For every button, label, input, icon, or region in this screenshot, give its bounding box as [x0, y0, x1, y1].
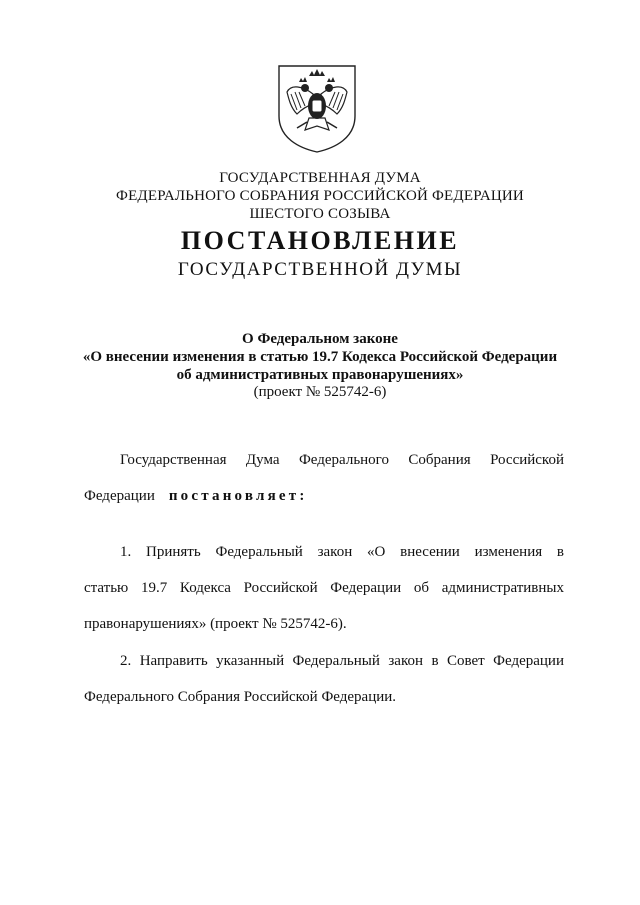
- item-2-line-2: Федерального Собрания Российской Федерации.: [84, 689, 397, 705]
- org-line-1: ГОСУДАРСТВЕННАЯ ДУМА: [219, 170, 421, 186]
- item-2-line-1: 2. Направить указанный Федеральный закон в Совет Федерации: [120, 653, 564, 669]
- subject-line-3: об административных правонарушениях»: [176, 367, 464, 383]
- org-line-3: ШЕСТОГО СОЗЫВА: [249, 206, 391, 222]
- resolves-word: постановляет:: [168, 488, 308, 504]
- item-1-line-1: 1. Принять Федеральный закон «О внесении изменения в: [120, 544, 564, 560]
- intro-line-2: [84, 488, 564, 505]
- document-type: ПОСТАНОВЛЕНИЕ: [180, 226, 460, 255]
- item-1-line-3: правонарушениях» (проект № 525742-6).: [84, 616, 347, 632]
- coat-of-arms-icon: [275, 62, 359, 154]
- intro-line-1: Государственная Дума Федерального Собрания Российской: [120, 452, 564, 468]
- item-1-line-2: статью 19.7 Кодекса Российской Федерации об административных: [84, 580, 564, 596]
- document-subtitle: ГОСУДАРСТВЕННОЙ ДУМЫ: [177, 259, 463, 280]
- subject-line-1: О Федеральном законе: [242, 331, 398, 347]
- intro-line-2-start: Федерации: [84, 488, 155, 504]
- draft-number: (проект № 525742-6): [253, 384, 387, 400]
- org-line-2: ФЕДЕРАЛЬНОГО СОБРАНИЯ РОССИЙСКОЙ ФЕДЕРАЦИИ: [116, 188, 524, 204]
- subject-line-2: «О внесении изменения в статью 19.7 Кодекса Российской Федерации: [82, 349, 558, 365]
